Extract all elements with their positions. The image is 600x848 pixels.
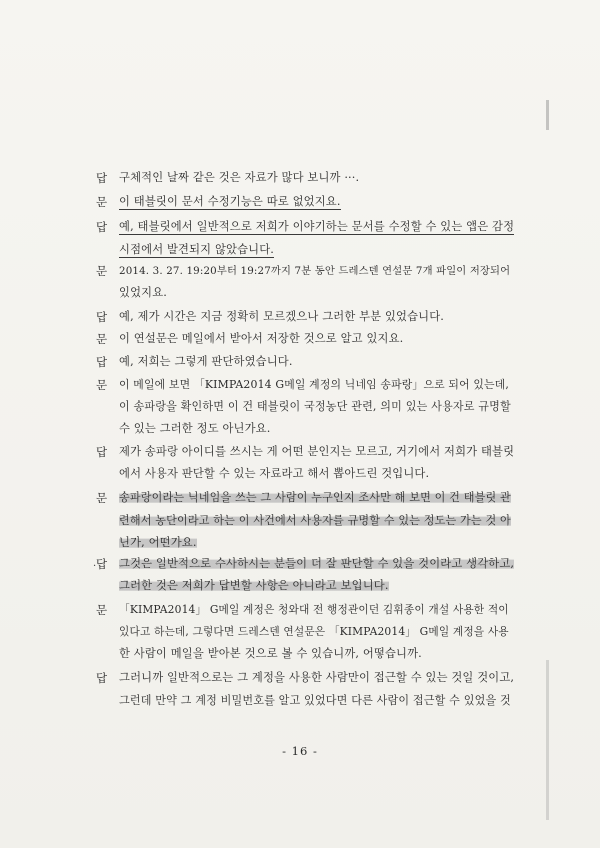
transcript-text: 구체적인 날짜 같은 것은 자료가 많다 보니까 ···.	[119, 171, 360, 184]
speaker-label: 답	[96, 171, 108, 185]
transcript-text: 그런데 만약 그 계정 비밀번호를 알고 있었다면 다른 사람이 접근할 수 있었을 것	[119, 694, 511, 707]
transcript-text: 예, 저희는 그렇게 판단하였습니다.	[119, 355, 293, 368]
highlighted-text: 송파랑이라는 닉네임을 쓰는 그 사람이 누구인지 조사만 해 보면 이 건 태블릿 관	[119, 491, 511, 504]
speaker-label: 문	[96, 264, 108, 278]
speaker-label: 문	[96, 491, 108, 505]
highlighted-text: 그러한 것은 저희가 답변할 사항은 아니라고 보입니다.	[119, 579, 389, 592]
transcript-text: 있다고 하는데, 그렇다면 드레스덴 연설문은 「KIMPA2014」 G메일 계정을 사용	[119, 625, 509, 638]
transcript-text: 예, 제가 시간은 지금 정확히 모르겠으나 그러한 부분 있었습니다.	[119, 310, 445, 323]
speaker-label: 답	[96, 557, 108, 571]
transcript-text: 있었지요.	[119, 286, 167, 299]
underlined-text: 시점에서 발견되지 않았습니다.	[119, 243, 275, 256]
transcript-text: 그러니까 일반적으로는 그 계정을 사용한 사람만이 접근할 수 있는 것일 것이고,	[119, 671, 515, 684]
transcript-text: 한 사람이 메일을 받아본 것으로 볼 수 있습니까, 어떻습니까.	[119, 647, 422, 660]
underlined-text: 예, 태블릿에서 일반적으로 저희가 이야기하는 문서를 수정할 수 있는 앱은 감정	[119, 220, 515, 233]
speaker-label: 답	[96, 220, 108, 234]
scan-speck: ·	[93, 561, 97, 572]
speaker-label: 문	[96, 603, 108, 617]
transcript-text: 2014. 3. 27. 19:20부터 19:27까지 7분 동안 드레스덴 연설문 7개 파일이 저장되어	[119, 265, 511, 277]
speaker-label: 문	[96, 195, 108, 209]
highlighted-text: 련해서 농단이라고 하는 이 사건에서 사용자를 규명할 수 있는 정도는 가는 것 아	[119, 514, 511, 527]
page-number: - 16 -	[282, 744, 318, 758]
transcript-text: 이 메일에 보면 「KIMPA2014 G메일 계정의 닉네임 송파랑」으로 되어 있는데,	[119, 378, 509, 391]
underlined-text: 이 태블릿이 문서 수정기능은 따로 없었지요.	[119, 195, 341, 208]
scan-edge-mark	[546, 100, 549, 130]
speaker-label: 답	[96, 671, 108, 685]
transcript-text: 제가 송파랑 아이디를 쓰시는 게 어떤 분인지는 모르고, 거기에서 저희가 태블릿	[119, 445, 515, 458]
speaker-label: 답	[96, 445, 108, 459]
speaker-label: 답	[96, 310, 108, 324]
scan-edge-mark	[546, 660, 549, 820]
highlighted-text: 그것은 일반적으로 수사하시는 분들이 더 잘 판단할 수 있을 것이라고 생각하고,	[119, 557, 515, 570]
speaker-label: 답	[96, 355, 108, 369]
transcript-text: 이 연설문은 메일에서 받아서 저장한 것으로 알고 있지요.	[119, 332, 404, 345]
transcript-text: 「KIMPA2014」 G메일 계정은 청와대 전 행정관이던 김휘종이 개설 사용한 적이	[119, 603, 509, 616]
transcript-text: 이 송파랑을 확인하면 이 건 태블릿이 국정농단 관련, 의미 있는 사용자로 규명할	[119, 400, 511, 413]
speaker-label: 문	[96, 378, 108, 392]
transcript-text: 에서 사용자 판단할 수 있는 자료라고 해서 뽑아드린 것입니다.	[119, 467, 430, 480]
speaker-label: 문	[96, 332, 108, 346]
highlighted-text: 닌가, 어떤가요.	[119, 536, 197, 549]
transcript-text: 수 있는 그러한 정도 아닌가요.	[119, 422, 271, 435]
